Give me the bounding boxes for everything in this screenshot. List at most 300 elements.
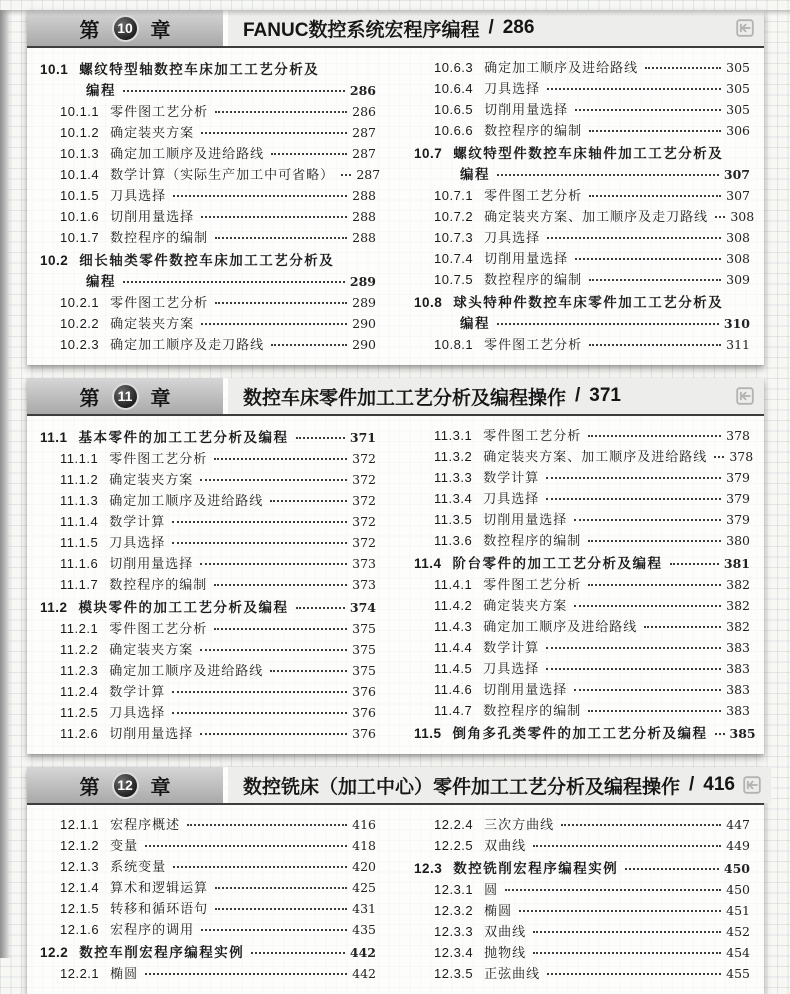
entry-title: 细长轴类零件数控车床加工工艺分析及 [79, 252, 335, 268]
entry-title: 宏程序概述 [110, 816, 181, 832]
entry-page-number: 286 [349, 82, 376, 98]
entry-page-number: 379 [726, 469, 750, 485]
dot-leader [547, 88, 721, 90]
title-separator: / [488, 17, 494, 38]
toc-entry[interactable] [40, 702, 376, 723]
entry-page-number: 311 [726, 336, 750, 352]
chapter-start-page: 371 [589, 385, 621, 406]
entry-page-number: 450 [723, 860, 750, 876]
dot-leader [270, 500, 347, 502]
dot-leader [200, 563, 347, 565]
dot-leader [341, 174, 351, 176]
dot-leader [547, 973, 721, 975]
chapter-12-header [27, 767, 764, 805]
entry-title: 确定装夹方案 [110, 124, 195, 140]
toc-entry[interactable] [414, 921, 750, 942]
entry-number: 11.2.2 [60, 641, 99, 657]
entry-title: 数控车削宏程序编程实例 [79, 944, 245, 960]
dot-leader [296, 437, 345, 439]
dot-leader [519, 910, 721, 912]
entry-page-number: 375 [352, 641, 376, 657]
chapter-number: 12 [117, 777, 133, 793]
chapter-10-columns [27, 48, 764, 358]
dot-leader [215, 302, 347, 304]
dot-leader [589, 344, 721, 346]
toc-entry[interactable] [414, 313, 750, 334]
entry-number: 10.6.5 [434, 101, 474, 117]
dot-leader [200, 479, 347, 481]
chapter-12-block [27, 767, 764, 994]
entry-number: 11.1.6 [60, 555, 99, 571]
toc-entry[interactable] [40, 164, 381, 185]
dot-leader [574, 519, 721, 521]
dot-leader [505, 889, 721, 891]
toc-entry[interactable] [40, 206, 376, 227]
dot-leader [575, 258, 721, 260]
toc-entry[interactable] [414, 700, 750, 721]
return-arrow-icon[interactable] [735, 774, 763, 796]
toc-entry[interactable] [40, 835, 376, 856]
badge-suffix: 章 [150, 19, 171, 42]
entry-page-number: 442 [352, 965, 376, 981]
chapter-number-circle [112, 15, 139, 42]
toc-entry[interactable] [40, 963, 376, 984]
toc-entry[interactable] [414, 900, 750, 921]
toc-entry[interactable] [40, 574, 376, 595]
entry-number: 12.1.3 [60, 858, 100, 874]
dot-leader [574, 605, 721, 607]
entry-title: 球头特种件数控车床零件加工工艺分析及 [453, 294, 724, 310]
toc-entry[interactable] [40, 898, 376, 919]
toc-entry[interactable] [414, 658, 750, 679]
toc-entry[interactable] [414, 120, 750, 141]
entry-title: 确定加工顺序及进给路线 [483, 618, 638, 634]
entry-page-number: 383 [726, 702, 750, 718]
toc-entry[interactable] [40, 250, 376, 271]
entry-title: 确定加工顺序及走刀路线 [110, 336, 265, 352]
return-arrow-icon[interactable] [728, 17, 756, 39]
entry-page-number: 383 [726, 681, 750, 697]
entry-title: 切削用量选择 [483, 511, 568, 527]
entry-title: 系统变量 [110, 858, 167, 874]
entry-title: 切削用量选择 [110, 208, 195, 224]
dot-leader [214, 458, 347, 460]
toc-entry[interactable] [414, 78, 750, 99]
entry-number: 11.4 [414, 555, 442, 571]
toc-entry[interactable] [414, 530, 750, 551]
entry-number: 11.5 [414, 725, 442, 741]
dot-leader [670, 563, 719, 565]
dot-leader [588, 540, 721, 542]
entry-page-number: 435 [352, 921, 376, 937]
entry-number: 11.2.4 [60, 683, 99, 699]
entry-page-number: 308 [726, 229, 750, 245]
entry-page-number: 376 [352, 683, 376, 699]
toc-entry[interactable] [40, 227, 376, 248]
entry-number: 11.1 [40, 429, 68, 445]
toc-entry[interactable] [414, 488, 750, 509]
dot-leader [588, 584, 721, 586]
entry-page-number: 425 [352, 879, 376, 895]
entry-page-number: 379 [726, 511, 750, 527]
toc-entry[interactable] [414, 164, 750, 185]
entry-page-number: 371 [349, 429, 376, 445]
entry-page-number: 383 [726, 660, 750, 676]
entry-title: 确定加工顺序及进给路线 [109, 492, 264, 508]
entry-page-number: 449 [726, 837, 750, 853]
dot-leader [271, 153, 347, 155]
toc-entry[interactable] [40, 856, 376, 877]
dot-leader [201, 216, 347, 218]
dot-leader [533, 931, 721, 933]
entry-title: 切削用量选择 [484, 101, 569, 117]
chapter-badge [27, 378, 223, 414]
toc-entry[interactable] [40, 618, 376, 639]
toc-entry[interactable] [40, 59, 376, 80]
toc-entry[interactable] [40, 660, 376, 681]
entry-number: 10.2.1 [60, 294, 100, 310]
entry-title: 确定装夹方案 [109, 641, 194, 657]
toc-entry[interactable] [414, 143, 750, 164]
toc-entry[interactable] [414, 679, 750, 700]
toc-entry[interactable] [414, 595, 750, 616]
entry-title: 数学计算 [483, 639, 540, 655]
entry-title: 零件图工艺分析 [483, 427, 582, 443]
entry-number: 12.3.2 [434, 902, 474, 918]
dot-leader [215, 237, 347, 239]
entry-title: 螺纹特型轴数控车床加工工艺分析及 [79, 61, 320, 77]
entry-page-number: 373 [352, 576, 376, 592]
entry-number: 12.3.3 [434, 923, 474, 939]
toc-entry[interactable] [414, 99, 750, 120]
toc-entry[interactable] [40, 877, 376, 898]
entry-title: 宏程序的调用 [110, 921, 195, 937]
entry-title: 零件图工艺分析 [110, 294, 209, 310]
entry-number: 11.4.4 [434, 639, 473, 655]
entry-page-number: 382 [726, 618, 750, 634]
entry-title: 刀具选择 [483, 490, 540, 506]
badge-prefix: 第 [79, 387, 100, 410]
entry-page-number: 379 [726, 490, 750, 506]
entry-title: 刀具选择 [109, 704, 166, 720]
page-edge-shadow [0, 10, 11, 958]
dot-leader [172, 712, 347, 714]
entry-title: 数控铣削宏程序编程实例 [453, 860, 619, 876]
entry-number: 11.2.5 [60, 704, 99, 720]
entry-title: 数学计算 [109, 683, 166, 699]
entry-number: 12.1.5 [60, 900, 100, 916]
entry-page-number: 308 [730, 208, 755, 224]
toc-entry[interactable] [414, 835, 750, 856]
toc-entry[interactable] [40, 101, 376, 122]
toc-entry[interactable] [40, 185, 376, 206]
toc-entry[interactable] [414, 553, 750, 574]
chapter-title: 数控车床零件加工工艺分析及编程操作 [243, 387, 567, 409]
entry-page-number: 372 [352, 492, 376, 508]
dot-leader [145, 973, 347, 975]
entry-page-number: 286 [352, 103, 376, 119]
dot-leader [215, 887, 347, 889]
toc-entry[interactable] [40, 681, 376, 702]
entry-number: 10.6.3 [434, 59, 474, 75]
entry-title: 抛物线 [484, 944, 527, 960]
return-arrow-icon[interactable] [728, 385, 756, 407]
dot-leader [296, 607, 345, 609]
page-top-shadow [0, 10, 790, 16]
dot-leader [546, 498, 721, 500]
dot-leader [123, 281, 345, 283]
chapter-start-page: 286 [502, 17, 535, 38]
toc-entry[interactable] [414, 248, 750, 269]
toc-entry[interactable] [414, 185, 750, 206]
entry-page-number: 450 [726, 881, 750, 897]
entry-number: 11.4.3 [434, 618, 473, 634]
entry-title: 刀具选择 [484, 80, 541, 96]
toc-entry[interactable] [414, 509, 750, 530]
toc-entry[interactable] [414, 425, 750, 446]
entry-number: 10.8.1 [434, 336, 474, 352]
entry-number: 12.3.5 [434, 965, 474, 981]
toc-page [0, 10, 790, 981]
toc-entry[interactable] [414, 637, 750, 658]
dot-leader [200, 733, 347, 735]
chapter-badge [27, 767, 223, 803]
entry-page-number: 381 [723, 555, 750, 571]
toc-entry[interactable] [414, 446, 754, 467]
dot-leader [546, 647, 721, 649]
toc-entry[interactable] [40, 639, 376, 660]
toc-entry[interactable] [40, 532, 376, 553]
badge-suffix: 章 [150, 776, 171, 799]
entry-number: 10.1.1 [60, 103, 100, 119]
dot-leader [625, 868, 719, 870]
entry-title: 椭圆 [484, 902, 513, 918]
entry-page-number: 442 [349, 944, 376, 960]
entry-page-number: 309 [726, 271, 750, 287]
toc-entry[interactable] [40, 469, 376, 490]
entry-number: 11.4.2 [434, 597, 473, 613]
dot-leader [645, 67, 721, 69]
dot-leader [714, 456, 724, 458]
entry-page-number: 372 [352, 450, 376, 466]
toc-entry[interactable] [40, 334, 376, 355]
toc-entry[interactable] [40, 122, 376, 143]
dot-leader [561, 824, 721, 826]
entry-page-number: 307 [726, 187, 750, 203]
entry-title: 确定装夹方案、加工顺序及进给路线 [483, 448, 708, 464]
entry-page-number: 288 [352, 229, 376, 245]
entry-title: 算术和逻辑运算 [110, 879, 209, 895]
dot-leader [715, 216, 725, 218]
dot-leader [271, 344, 347, 346]
dot-leader [588, 710, 721, 712]
dot-leader [497, 323, 719, 325]
entry-title: 刀具选择 [109, 534, 166, 550]
entry-page-number: 431 [352, 900, 376, 916]
entry-title: 编程 [460, 315, 490, 331]
title-separator: / [689, 774, 695, 795]
entry-title: 基本零件的加工工艺分析及编程 [78, 429, 289, 445]
toc-entry[interactable] [414, 292, 750, 313]
toc-entry[interactable] [40, 313, 376, 334]
title-separator: / [575, 385, 581, 406]
toc-entry[interactable] [40, 814, 376, 835]
toc-entry[interactable] [40, 942, 376, 963]
right-column [414, 425, 756, 744]
entry-title: 零件图工艺分析 [484, 187, 583, 203]
entry-number: 12.3 [414, 860, 443, 876]
chapter-12-columns [27, 805, 764, 987]
chapter-11-block [27, 378, 764, 754]
toc-entry[interactable] [414, 574, 750, 595]
dot-leader [145, 845, 347, 847]
toc-entry[interactable] [414, 334, 750, 355]
entry-number: 11.4.6 [434, 681, 473, 697]
toc-entry[interactable] [40, 723, 376, 744]
entry-page-number: 376 [352, 704, 376, 720]
entry-number: 10.7.2 [434, 208, 474, 224]
entry-number: 11.3.1 [434, 427, 473, 443]
entry-page-number: 308 [726, 250, 750, 266]
dot-leader [214, 628, 347, 630]
chapter-number-circle [112, 772, 139, 799]
chapter-title: FANUC数控系统宏程序编程 [243, 19, 480, 41]
entry-number: 10.6.4 [434, 80, 474, 96]
entry-title: 数控程序的编制 [483, 702, 582, 718]
entry-title: 螺纹特型件数控车床轴件加工工艺分析及 [453, 145, 724, 161]
toc-entry[interactable] [40, 553, 376, 574]
entry-title: 确定加工顺序及进给路线 [484, 59, 639, 75]
entry-number: 10.7.4 [434, 250, 474, 266]
entry-title: 数控程序的编制 [110, 229, 209, 245]
entry-number: 10.2.2 [60, 315, 100, 331]
toc-entry[interactable] [414, 879, 750, 900]
toc-entry[interactable] [40, 511, 376, 532]
entry-number: 11.4.1 [434, 576, 473, 592]
entry-title: 数学计算 [483, 469, 540, 485]
toc-entry[interactable] [414, 858, 750, 879]
entry-number: 10.7.5 [434, 271, 474, 287]
entry-page-number: 372 [352, 513, 376, 529]
dot-leader [533, 845, 721, 847]
entry-title: 刀具选择 [484, 229, 541, 245]
toc-entry[interactable] [414, 942, 750, 963]
dot-leader [589, 279, 721, 281]
entry-number: 12.3.4 [434, 944, 474, 960]
entry-title: 阶台零件的加工工艺分析及编程 [452, 555, 663, 571]
entry-title: 确定加工顺序及进给路线 [109, 662, 264, 678]
toc-entry[interactable] [414, 206, 755, 227]
dot-leader [270, 670, 347, 672]
badge-prefix: 第 [79, 776, 100, 799]
entry-number: 10.2.3 [60, 336, 100, 352]
dot-leader [589, 195, 721, 197]
entry-title: 编程 [86, 82, 116, 98]
entry-page-number: 373 [352, 555, 376, 571]
toc-entry[interactable] [414, 723, 756, 744]
toc-entry[interactable] [40, 597, 376, 618]
entry-number: 10.7.3 [434, 229, 474, 245]
entry-title: 双曲线 [484, 923, 527, 939]
entry-title: 数控程序的编制 [483, 532, 582, 548]
toc-entry[interactable] [40, 143, 376, 164]
toc-entry[interactable] [40, 919, 376, 940]
entry-title: 编程 [86, 273, 116, 289]
dot-leader [715, 733, 725, 735]
entry-number: 11.1.3 [60, 492, 99, 508]
entry-number: 12.2.5 [434, 837, 474, 853]
entry-number: 11.3.5 [434, 511, 473, 527]
entry-title: 数控程序的编制 [109, 576, 208, 592]
entry-number: 11.1.1 [60, 450, 99, 466]
entry-title: 变量 [110, 837, 139, 853]
entry-number: 11.1.4 [60, 513, 99, 529]
entry-page-number: 307 [723, 166, 750, 182]
entry-title: 倒角多孔类零件的加工工艺分析及编程 [452, 725, 708, 741]
dot-leader [172, 542, 347, 544]
entry-title: 正弦曲线 [484, 965, 541, 981]
toc-entry[interactable] [414, 963, 750, 984]
toc-entry[interactable] [40, 80, 376, 101]
entry-page-number: 378 [726, 427, 750, 443]
toc-entry[interactable] [40, 271, 376, 292]
dot-leader [201, 323, 347, 325]
entry-number: 11.3.2 [434, 448, 473, 464]
entry-number: 11.4.5 [434, 660, 473, 676]
entry-number: 11.2.3 [60, 662, 99, 678]
chapter-number-circle [112, 383, 139, 410]
toc-entry[interactable] [414, 269, 750, 290]
entry-title: 切削用量选择 [109, 725, 194, 741]
entry-title: 切削用量选择 [109, 555, 194, 571]
toc-entry[interactable] [414, 467, 750, 488]
entry-page-number: 288 [352, 208, 376, 224]
toc-entry[interactable] [40, 448, 376, 469]
entry-title: 切削用量选择 [483, 681, 568, 697]
dot-leader [497, 174, 719, 176]
entry-title: 确定装夹方案 [483, 597, 568, 613]
entry-page-number: 305 [726, 101, 750, 117]
entry-number: 11.4.7 [434, 702, 473, 718]
entry-title: 刀具选择 [110, 187, 167, 203]
entry-page-number: 290 [352, 315, 376, 331]
toc-entry[interactable] [414, 616, 750, 637]
toc-entry[interactable] [414, 814, 750, 835]
dot-leader [173, 866, 347, 868]
entry-page-number: 420 [352, 858, 376, 874]
entry-number: 11.2 [40, 599, 68, 615]
entry-page-number: 447 [726, 816, 750, 832]
entry-title: 零件图工艺分析 [483, 576, 582, 592]
entry-number: 10.2 [40, 252, 69, 268]
entry-page-number: 287 [356, 166, 381, 182]
entry-page-number: 451 [726, 902, 750, 918]
toc-entry[interactable] [414, 57, 750, 78]
toc-entry[interactable] [40, 427, 376, 448]
chapter-start-page: 416 [703, 774, 735, 795]
left-column [40, 425, 376, 744]
toc-entry[interactable] [414, 227, 750, 248]
entry-number: 11.1.5 [60, 534, 99, 550]
dot-leader [546, 668, 721, 670]
entry-number: 12.1.1 [60, 816, 100, 832]
toc-entry[interactable] [40, 490, 376, 511]
entry-title: 刀具选择 [483, 660, 540, 676]
dot-leader [172, 691, 347, 693]
entry-number: 10.7.1 [434, 187, 474, 203]
toc-entry[interactable] [40, 292, 376, 313]
chapter-number: 11 [117, 388, 133, 404]
